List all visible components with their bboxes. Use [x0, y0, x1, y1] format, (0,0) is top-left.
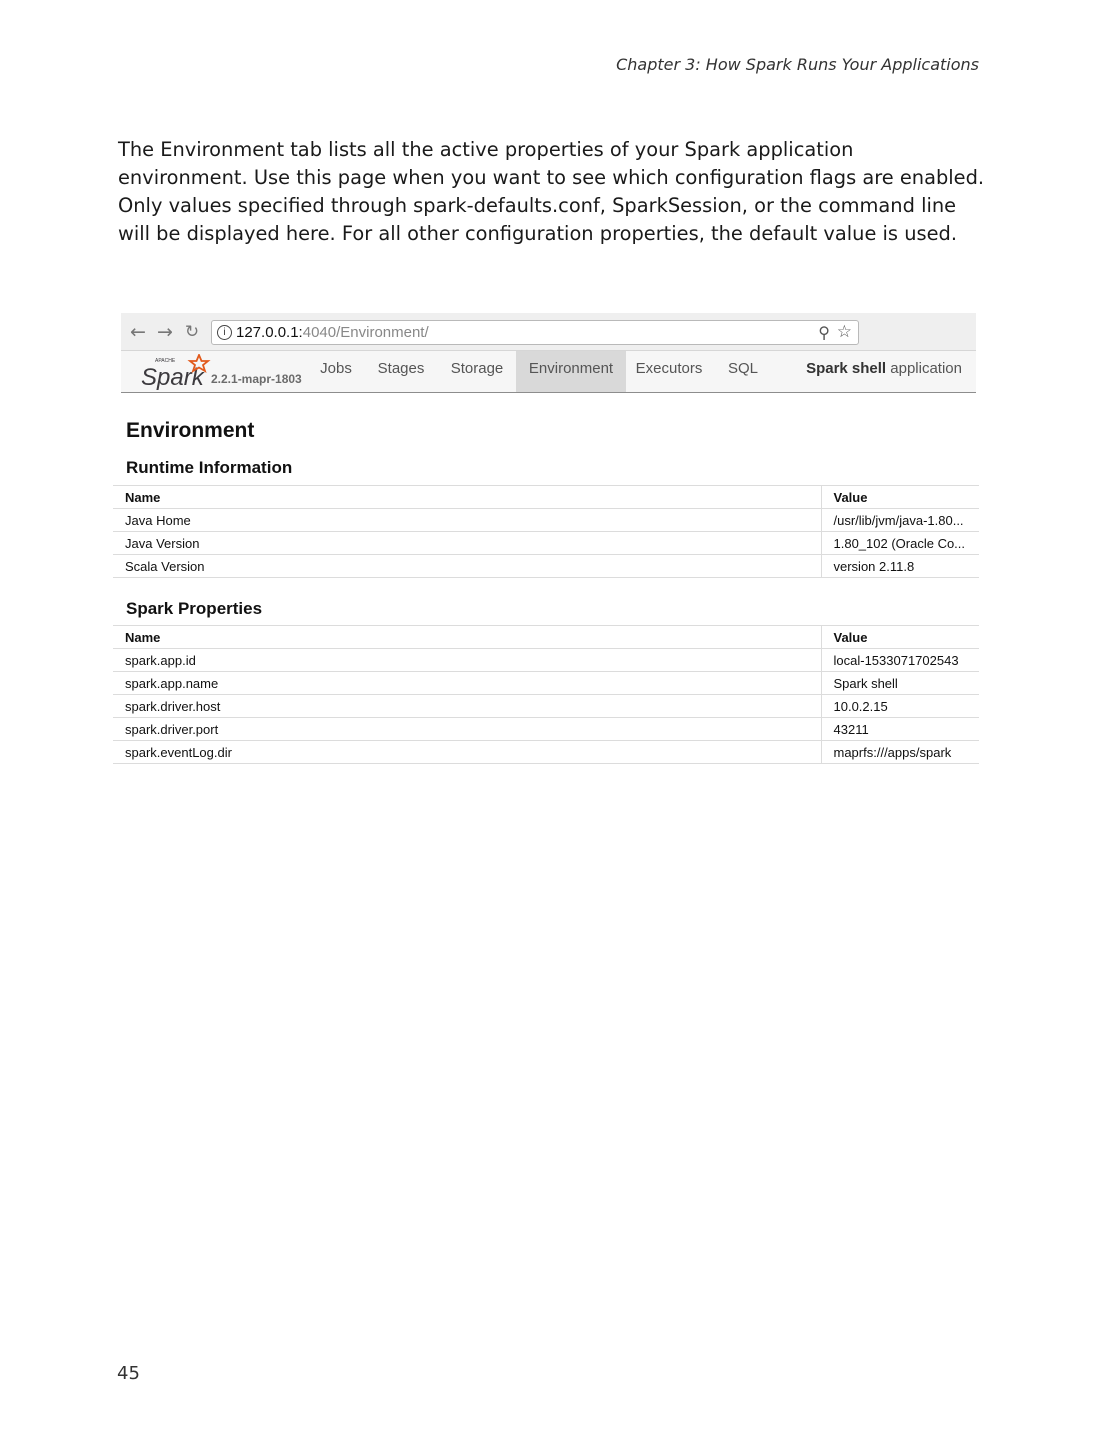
row-name: spark.eventLog.dir: [113, 741, 821, 764]
reload-icon[interactable]: ↻: [184, 322, 200, 342]
column-header-name[interactable]: Name: [113, 626, 821, 649]
address-bar[interactable]: [211, 320, 859, 345]
table-row: [113, 718, 979, 741]
column-header-name[interactable]: Name: [113, 486, 821, 509]
environment-heading: Environment: [126, 419, 255, 442]
row-value: version 2.11.8: [821, 555, 979, 578]
runtime-info-heading: Runtime Information: [126, 458, 293, 477]
tab-environment[interactable]: Environment: [516, 351, 626, 392]
row-name: spark.driver.host: [113, 695, 821, 718]
tab-stages[interactable]: Stages: [377, 360, 425, 377]
spark-logo[interactable]: [141, 354, 213, 390]
spark-navbar: [121, 351, 976, 393]
spark-properties-heading: Spark Properties: [126, 599, 263, 618]
row-name: spark.driver.port: [113, 718, 821, 741]
row-name: spark.app.name: [113, 672, 821, 695]
tab-sql[interactable]: SQL: [727, 360, 758, 377]
table-row: [113, 532, 979, 555]
row-value: 43211: [821, 718, 979, 741]
tab-jobs[interactable]: Jobs: [320, 360, 352, 377]
info-icon[interactable]: i: [217, 325, 232, 340]
forward-arrow-icon[interactable]: →: [157, 321, 173, 343]
spark-version: 2.2.1-mapr-1803: [211, 372, 302, 386]
table-row: [113, 695, 979, 718]
app-name: [806, 351, 962, 387]
runtime-info-table: [113, 485, 979, 578]
row-value: Spark shell: [821, 672, 979, 695]
table-header-row: [113, 486, 979, 509]
row-value: /usr/lib/jvm/java-1.80...: [821, 509, 979, 532]
row-name: Java Home: [113, 509, 821, 532]
url-host: 127.0.0.1:: [236, 324, 303, 341]
app-name-suffix: application: [886, 360, 962, 377]
page-number: 45: [117, 1363, 140, 1384]
row-name: Scala Version: [113, 555, 821, 578]
tab-executors[interactable]: Executors: [635, 360, 703, 377]
chapter-header: Chapter 3: How Spark Runs Your Applications: [616, 55, 979, 74]
tab-storage[interactable]: Storage: [450, 360, 504, 377]
row-value: local-1533071702543: [821, 649, 979, 672]
row-name: spark.app.id: [113, 649, 821, 672]
url-path: 4040/Environment/: [302, 324, 429, 341]
table-row: [113, 555, 979, 578]
logo-spark-text: Spark: [141, 364, 204, 390]
table-row: [113, 741, 979, 764]
back-arrow-icon[interactable]: ←: [130, 321, 146, 343]
table-header-row: [113, 626, 979, 649]
row-value: 1.80_102 (Oracle Co...: [821, 532, 979, 555]
intro-paragraph: The Environment tab lists all the active properties of your Spark application environment. Use this page when you want to see which configuration flags are enabled. Only values specified through spark-defaults.conf, SparkSession, or the command line will be displayed here. For all other configuration properties, the default value is used.: [118, 138, 985, 245]
table-row: [113, 509, 979, 532]
table-row: [113, 672, 979, 695]
logo-apache-text: APACHE: [155, 358, 176, 364]
star-icon[interactable]: ☆: [836, 322, 852, 342]
column-header-value[interactable]: Value: [821, 626, 979, 649]
url-text: [236, 323, 429, 342]
row-value: maprfs:///apps/spark: [821, 741, 979, 764]
row-value: 10.0.2.15: [821, 695, 979, 718]
spark-properties-table: [113, 625, 979, 764]
table-row: [113, 649, 979, 672]
row-name: Java Version: [113, 532, 821, 555]
browser-toolbar: [121, 313, 976, 351]
app-name-bold: Spark shell: [806, 360, 887, 377]
column-header-value[interactable]: Value: [821, 486, 979, 509]
zoom-icon[interactable]: ⚲: [818, 323, 830, 342]
